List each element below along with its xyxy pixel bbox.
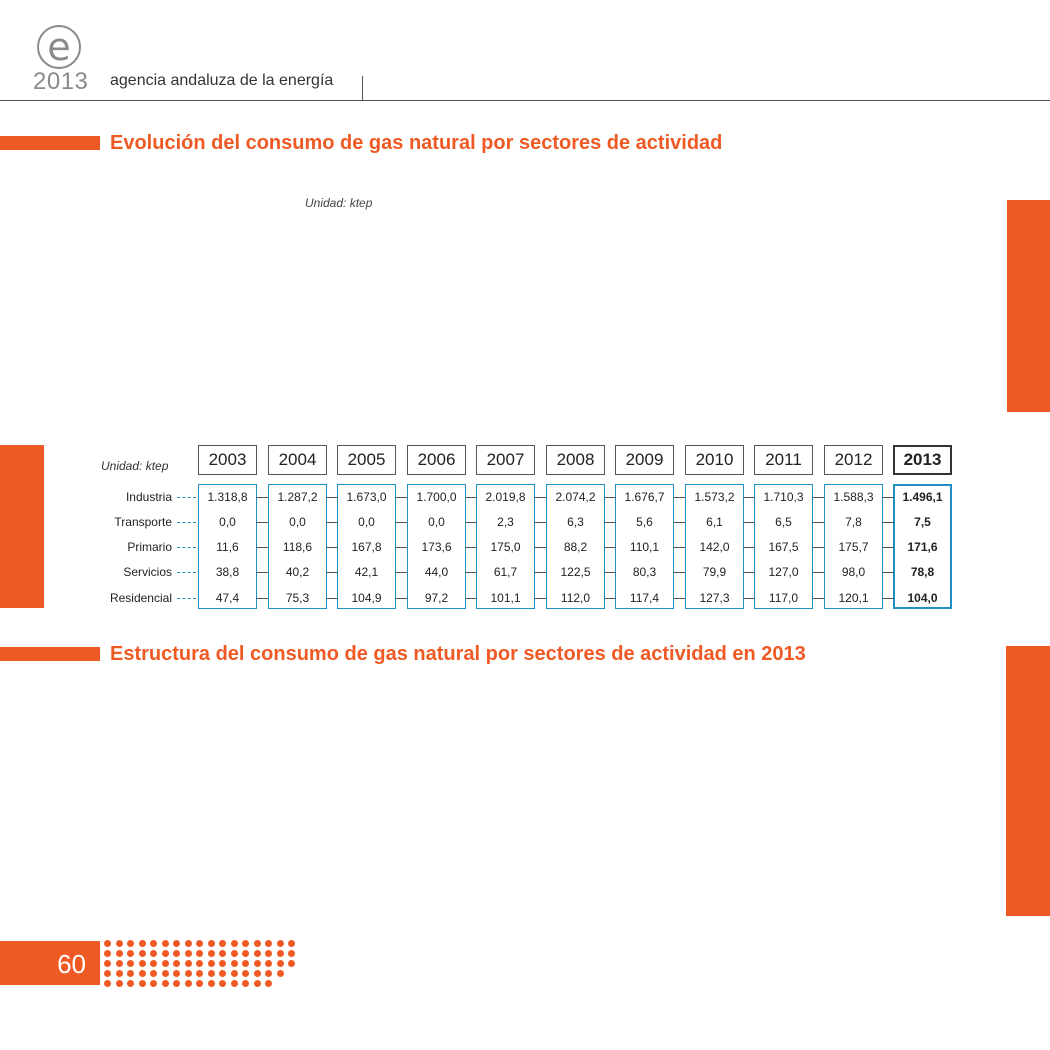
row-connector <box>812 522 824 523</box>
year-header: 2004 <box>268 445 327 475</box>
table-cell: 97,2 <box>424 591 449 605</box>
table-cell: 104,0 <box>907 591 938 605</box>
decorative-dot <box>173 980 180 987</box>
row-connector <box>395 547 407 548</box>
decorative-dot <box>150 940 157 947</box>
table-cell: 2.019,8 <box>485 490 526 504</box>
decorative-dot <box>196 970 203 977</box>
decorative-dot <box>277 940 284 947</box>
row-leader-line <box>177 522 196 523</box>
row-connector <box>395 522 407 523</box>
decorative-dot <box>219 970 226 977</box>
decorative-dot <box>231 970 238 977</box>
year-header: 2012 <box>824 445 883 475</box>
decorative-dot <box>116 960 123 967</box>
decorative-dot <box>254 960 261 967</box>
table-cell: 112,0 <box>560 591 591 605</box>
table-cell: 117,0 <box>768 591 799 605</box>
table-cell: 175,0 <box>490 540 521 554</box>
row-connector <box>812 598 824 599</box>
decorative-dot <box>104 960 111 967</box>
year-header: 2007 <box>476 445 535 475</box>
agency-name: agencia andaluza de la energía <box>110 72 334 89</box>
year-header: 2013 <box>893 445 952 475</box>
decorative-dot <box>185 970 192 977</box>
year-header: 2009 <box>615 445 674 475</box>
row-connector <box>673 497 685 498</box>
table-cell: 173,6 <box>421 540 452 554</box>
decorative-dot <box>242 950 249 957</box>
table-cell: 75,3 <box>285 591 310 605</box>
table-cell: 78,8 <box>910 565 935 579</box>
table-cell: 127,3 <box>699 591 730 605</box>
decorative-dot <box>150 950 157 957</box>
table-cell: 110,1 <box>629 540 660 554</box>
table-cell: 42,1 <box>354 565 379 579</box>
decorative-dot <box>254 940 261 947</box>
decorative-dot <box>150 970 157 977</box>
decorative-dot <box>265 980 272 987</box>
decorative-dot <box>150 980 157 987</box>
row-connector <box>256 547 268 548</box>
section2-bar <box>0 647 100 661</box>
decorative-dot <box>139 940 146 947</box>
table-cell: 127,0 <box>768 565 799 579</box>
row-leader-line <box>177 598 196 599</box>
row-connector <box>812 547 824 548</box>
table-cell: 6,3 <box>567 515 584 529</box>
decorative-dot <box>196 980 203 987</box>
table-cell: 118,6 <box>282 540 313 554</box>
row-leader-line <box>177 572 196 573</box>
table-cell: 2,3 <box>497 515 514 529</box>
decorative-dot <box>104 970 111 977</box>
decorative-dot <box>127 940 134 947</box>
row-label: Transporte <box>114 515 172 529</box>
year-header: 2005 <box>337 445 396 475</box>
table-cell: 88,2 <box>563 540 588 554</box>
decorative-dot <box>162 940 169 947</box>
table-cell: 1.573,2 <box>694 490 735 504</box>
table-cell: 7,5 <box>914 515 931 529</box>
decorative-dot <box>196 960 203 967</box>
decorative-dot <box>162 980 169 987</box>
decorative-dot <box>254 950 261 957</box>
logo-circle <box>37 25 81 69</box>
table-cell: 0,0 <box>358 515 375 529</box>
row-connector <box>534 572 546 573</box>
row-connector <box>673 547 685 548</box>
decorative-dot <box>231 960 238 967</box>
decorative-dot <box>288 960 295 967</box>
decorative-dot <box>173 960 180 967</box>
table-cell: 7,8 <box>845 515 862 529</box>
chart-unit-label: Unidad: ktep <box>305 196 373 210</box>
table-cell: 1.287,2 <box>277 490 318 504</box>
decorative-dot <box>277 970 284 977</box>
section1-bar <box>0 136 100 150</box>
decorative-dot <box>288 950 295 957</box>
table-cell: 142,0 <box>699 540 730 554</box>
row-label: Industria <box>125 490 172 504</box>
decorative-dot <box>139 980 146 987</box>
decorative-dot <box>254 980 261 987</box>
table-cell: 0,0 <box>428 515 445 529</box>
table-cell: 171,6 <box>907 540 938 554</box>
decorative-dot <box>208 960 215 967</box>
decorative-dot <box>231 980 238 987</box>
decorative-dot <box>219 940 226 947</box>
decorative-dot <box>265 940 272 947</box>
row-label: Primario <box>127 540 172 554</box>
row-connector <box>256 572 268 573</box>
year-header: 2008 <box>546 445 605 475</box>
decorative-dot <box>242 970 249 977</box>
decorative-dot <box>150 960 157 967</box>
decorative-dot <box>196 940 203 947</box>
decorative-dot <box>288 940 295 947</box>
decorative-dot <box>254 970 261 977</box>
row-connector <box>812 572 824 573</box>
table-cell: 0,0 <box>289 515 306 529</box>
row-leader-line <box>177 497 196 498</box>
decorative-dot <box>104 950 111 957</box>
table-cell: 175,7 <box>838 540 869 554</box>
decorative-dot <box>242 960 249 967</box>
page-number-box <box>0 941 100 985</box>
table-cell: 40,2 <box>285 565 310 579</box>
decorative-dot <box>242 940 249 947</box>
decorative-dot <box>173 940 180 947</box>
row-connector <box>812 497 824 498</box>
table-cell: 120,1 <box>838 591 869 605</box>
decorative-dot <box>185 940 192 947</box>
row-connector <box>395 572 407 573</box>
row-connector <box>534 522 546 523</box>
table-cell: 1.673,0 <box>346 490 387 504</box>
table-cell: 80,3 <box>632 565 657 579</box>
table-cell: 5,6 <box>636 515 653 529</box>
decorative-dot <box>162 950 169 957</box>
year-header: 2003 <box>198 445 257 475</box>
decorative-dot <box>139 960 146 967</box>
decorative-dot <box>208 940 215 947</box>
page-number: 60 <box>57 949 86 979</box>
table-cell: 61,7 <box>493 565 518 579</box>
decorative-dot <box>219 960 226 967</box>
decorative-dot <box>219 980 226 987</box>
year-header: 2006 <box>407 445 466 475</box>
table-cell: 79,9 <box>702 565 727 579</box>
table-cell: 117,4 <box>629 591 660 605</box>
table-cell: 38,8 <box>215 565 240 579</box>
decorative-dot <box>127 980 134 987</box>
row-connector <box>673 598 685 599</box>
decorative-dot <box>127 950 134 957</box>
table-cell: 0,0 <box>219 515 236 529</box>
table-cell: 1.676,7 <box>624 490 665 504</box>
decorative-dot <box>185 980 192 987</box>
decorative-dot <box>173 950 180 957</box>
row-connector <box>256 598 268 599</box>
row-connector <box>673 572 685 573</box>
table-cell: 98,0 <box>841 565 866 579</box>
decorative-dot <box>265 960 272 967</box>
table-unit-label: Unidad: ktep <box>101 459 169 473</box>
table-cell: 1.710,3 <box>763 490 804 504</box>
table-cell: 1.700,0 <box>416 490 457 504</box>
row-connector <box>395 497 407 498</box>
decorative-dot <box>139 970 146 977</box>
row-connector <box>534 547 546 548</box>
table-cell: 44,0 <box>424 565 449 579</box>
header-divider-tick <box>362 76 363 100</box>
year-header: 2010 <box>685 445 744 475</box>
decorative-dot <box>219 950 226 957</box>
table-cell: 47,4 <box>215 591 240 605</box>
decorative-dot <box>185 960 192 967</box>
decorative-dot <box>277 960 284 967</box>
table-cell: 167,8 <box>351 540 382 554</box>
table-cell: 104,9 <box>351 591 382 605</box>
decorative-dot <box>231 950 238 957</box>
table-cell: 2.074,2 <box>555 490 596 504</box>
row-connector <box>395 598 407 599</box>
table-cell: 101,1 <box>490 591 521 605</box>
decorative-dot <box>208 950 215 957</box>
decorative-dot <box>116 940 123 947</box>
decorative-dot <box>265 950 272 957</box>
row-leader-line <box>177 547 196 548</box>
decorative-dot <box>116 950 123 957</box>
table-cell: 11,6 <box>216 540 239 554</box>
table-cell: 122,5 <box>560 565 591 579</box>
decorative-dot <box>104 980 111 987</box>
row-label: Servicios <box>123 565 172 579</box>
decorative-dot <box>127 970 134 977</box>
decorative-dot <box>265 970 272 977</box>
decorative-dot <box>277 950 284 957</box>
decorative-dot <box>139 950 146 957</box>
header-rule <box>0 100 1050 101</box>
row-connector <box>534 598 546 599</box>
decorative-dot <box>116 970 123 977</box>
row-connector <box>534 497 546 498</box>
logo-year: 2013 <box>33 68 89 95</box>
table-cell: 167,5 <box>768 540 799 554</box>
row-connector <box>256 497 268 498</box>
row-connector <box>256 522 268 523</box>
decorative-dot <box>127 960 134 967</box>
table-cell: 1.588,3 <box>833 490 874 504</box>
side-tab-right-top <box>1007 200 1050 412</box>
year-header: 2011 <box>754 445 813 475</box>
decorative-dot <box>208 970 215 977</box>
table-cell: 1.496,1 <box>902 490 943 504</box>
decorative-dot <box>242 980 249 987</box>
table-cell: 1.318,8 <box>207 490 248 504</box>
decorative-dot <box>196 950 203 957</box>
decorative-dot <box>162 970 169 977</box>
section2-title: Estructura del consumo de gas natural por sectores de actividad en 2013 <box>110 643 806 665</box>
decorative-dot <box>231 940 238 947</box>
side-tab-right-bottom <box>1006 646 1050 916</box>
table-cell: 6,5 <box>775 515 792 529</box>
decorative-dot <box>185 950 192 957</box>
decorative-dot <box>173 970 180 977</box>
decorative-dot <box>162 960 169 967</box>
row-label: Residencial <box>109 591 172 605</box>
decorative-dot <box>208 980 215 987</box>
decorative-dot <box>116 980 123 987</box>
logo-letter: e <box>47 25 71 69</box>
decorative-dot <box>104 940 111 947</box>
table-cell: 6,1 <box>706 515 723 529</box>
row-connector <box>673 522 685 523</box>
section1-title: Evolución del consumo de gas natural por sectores de actividad <box>110 132 723 154</box>
